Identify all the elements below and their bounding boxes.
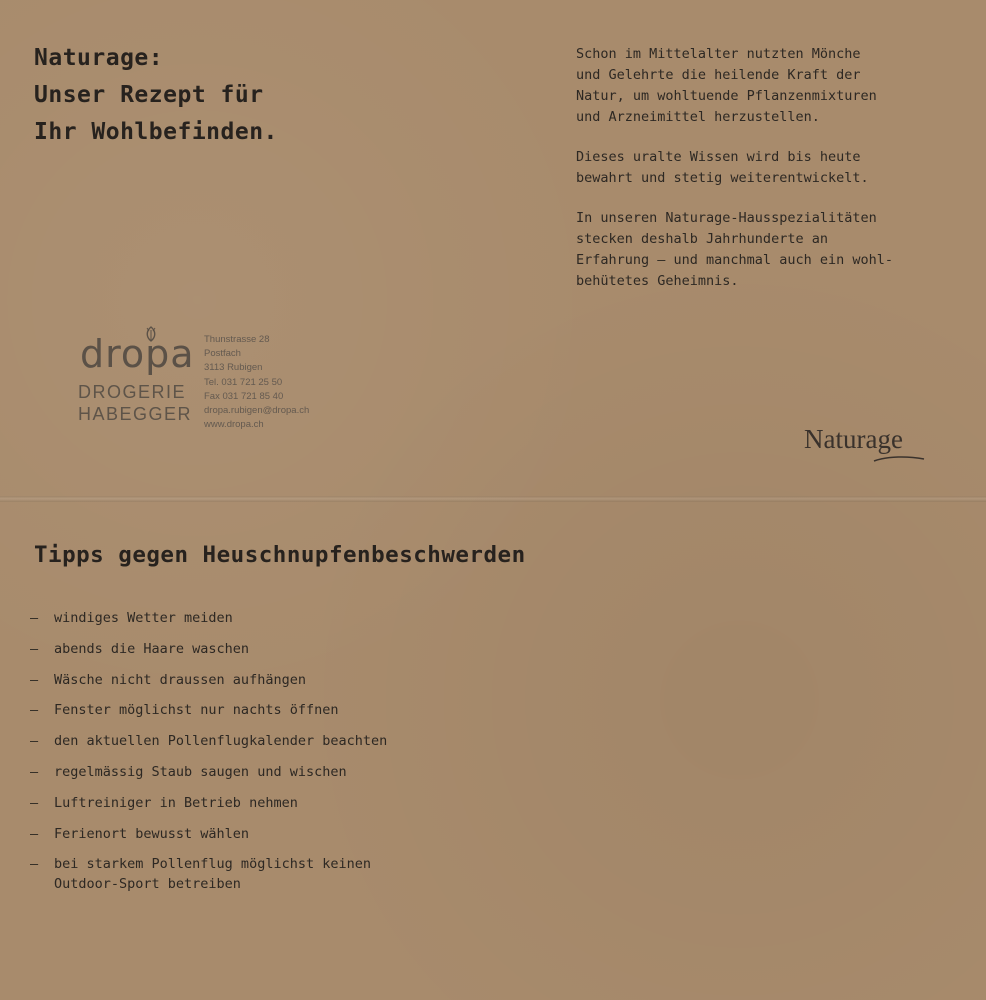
intro-line: In unseren Naturage-Hausspezialitäten (576, 210, 877, 226)
store-name-line: HABEGGER (78, 404, 193, 424)
bullet: – (30, 640, 39, 657)
list-item (30, 639, 530, 659)
website-line: www.dropa.ch (204, 419, 264, 431)
tips-title: Tipps gegen Heuschnupfenbeschwerden (34, 542, 526, 568)
bullet: – (30, 763, 39, 780)
intro-line: Schon im Mittelalter nutzten Mönche (576, 46, 861, 62)
intro-line: Erfahrung – und manchmal auch ein wohl- (576, 252, 893, 268)
list-item (30, 824, 530, 844)
list-item-text: abends die Haare waschen (54, 640, 250, 657)
intro-line: behütetes Geheimnis. (576, 273, 739, 289)
intro-line: stecken deshalb Jahrhunderte an (576, 231, 828, 247)
intro-text (576, 44, 956, 311)
bullet: – (30, 825, 39, 842)
list-item-text: Luftreiniger in Betrieb nehmen (54, 794, 298, 811)
bullet: – (30, 671, 39, 688)
headline-line: Unser Rezept für (34, 82, 264, 108)
intro-line: und Arzneimittel herzustellen. (576, 109, 820, 125)
bullet: – (30, 794, 39, 811)
brand-logo: Naturage (804, 424, 903, 454)
bullet: – (30, 702, 39, 719)
intro-line: und Gelehrte die heilende Kraft der (576, 67, 861, 83)
list-item-text: Outdoor-Sport betreiben (54, 876, 241, 893)
bullet: – (30, 733, 39, 750)
list-item (30, 793, 530, 813)
list-item-text: windiges Wetter meiden (54, 610, 233, 626)
list-item (30, 731, 530, 751)
logo-wordmark: dropa (80, 332, 195, 376)
store-address (204, 333, 309, 432)
fax-line: Fax 031 721 85 40 (204, 390, 284, 402)
intro-paragraph (576, 44, 956, 128)
list-item (30, 854, 530, 894)
intro-line: Natur, um wohltuende Pflanzenmixturen (576, 88, 877, 104)
store-name-line: DROGERIE (78, 382, 187, 402)
tips-list (30, 608, 530, 905)
list-item-text: regelmässig Staub saugen und wischen (54, 763, 347, 780)
intro-paragraph (576, 208, 956, 292)
bullet: – (30, 856, 39, 873)
address-line: Postfach (204, 348, 241, 360)
list-item-text: Fenster möglichst nur nachts öffnen (54, 702, 339, 719)
address-line: 3113 Rubigen (204, 362, 263, 374)
store-logo (74, 326, 204, 436)
phone-line: Tel. 031 721 25 50 (204, 376, 283, 388)
brand-swoosh-icon (873, 455, 925, 463)
list-item-text: Wäsche nicht draussen aufhängen (54, 671, 306, 688)
list-item (30, 700, 530, 720)
address-line: Thunstrasse 28 (204, 334, 270, 345)
list-item (30, 670, 530, 690)
bullet: – (30, 610, 39, 626)
headline-line: Ihr Wohlbefinden. (34, 119, 278, 145)
list-item (30, 608, 530, 628)
headline (34, 40, 354, 151)
list-item-text: bei starkem Pollenflug möglichst keinen (54, 856, 371, 873)
email-line: dropa.rubigen@dropa.ch (204, 405, 310, 417)
intro-line: Dieses uralte Wissen wird bis heute (576, 149, 861, 165)
list-item (30, 762, 530, 782)
list-item-text: den aktuellen Pollenflugkalender beachten (54, 733, 388, 750)
fold-line (0, 496, 986, 502)
intro-line: bewahrt und stetig weiterentwickelt. (576, 170, 869, 186)
list-item-text: Ferienort bewusst wählen (54, 825, 250, 842)
intro-paragraph (576, 147, 956, 189)
headline-line: Naturage: (34, 45, 164, 71)
